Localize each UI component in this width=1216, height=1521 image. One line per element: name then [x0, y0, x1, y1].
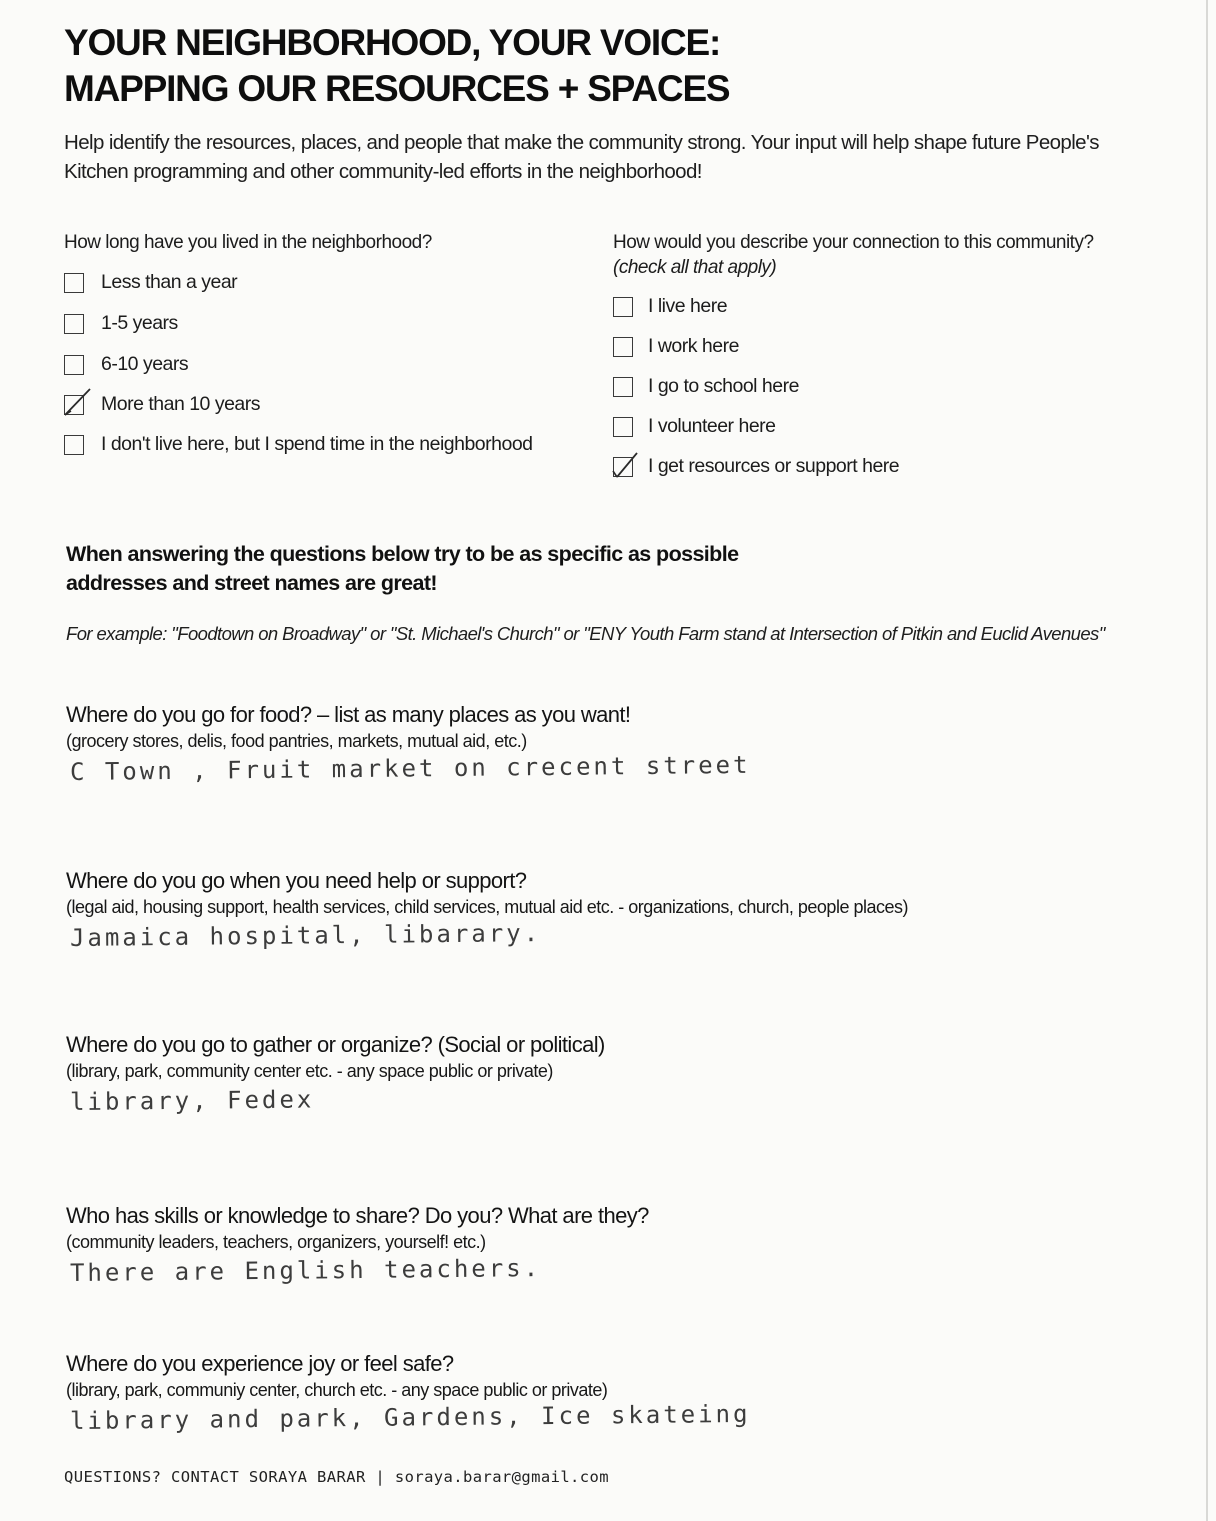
lived-question-label: How long have you lived in the neighborhood? — [64, 232, 432, 253]
question-food — [66, 701, 751, 787]
question-subtitle: (community leaders, teachers, organizers, yourself! etc.) — [66, 1232, 486, 1252]
connection-option-live[interactable] — [613, 295, 727, 318]
lived-question — [64, 230, 594, 470]
example-text: For example: "Foodtown on Broadway" or "St. Michael's Church" or "ENY Youth Farm stand at Intersection of Pitkin and Euclid Avenues" — [66, 623, 1105, 644]
option-label: I get resources or support here — [648, 455, 900, 477]
option-label: Less than a year — [101, 271, 238, 293]
check-mark-icon — [62, 387, 92, 417]
instructions-line-1: When answering the questions below try to be as specific as possible — [66, 542, 739, 566]
option-label: More than 10 years — [101, 393, 261, 415]
connection-option-work[interactable] — [613, 335, 739, 358]
checkbox-checked[interactable] — [64, 395, 84, 415]
lived-option-1-5-years[interactable] — [64, 312, 178, 335]
lived-option-6-10-years[interactable] — [64, 353, 188, 376]
answer-gather[interactable]: library, Fedex — [69, 1085, 315, 1116]
checkbox[interactable] — [64, 273, 84, 293]
answer-skills[interactable]: There are English teachers. — [69, 1254, 542, 1287]
question-title: Where do you go when you need help or support? — [66, 868, 527, 893]
page-title — [64, 20, 729, 112]
question-title: Where do you go to gather or organize? (Social or political) — [66, 1032, 605, 1057]
intro-text: Help identify the resources, places, and people that make the community strong. Your input will help shape future People's Kitchen programming and other community-led efforts in the neighborhood! — [64, 131, 1099, 183]
answer-food[interactable]: C Town , Fruit market on crecent street — [69, 750, 751, 786]
checkbox[interactable] — [64, 435, 84, 455]
checkbox[interactable] — [64, 355, 84, 375]
instructions-heading — [66, 540, 738, 598]
connection-option-volunteer[interactable] — [613, 415, 776, 438]
checkbox[interactable] — [613, 417, 633, 437]
title-line-1: YOUR NEIGHBORHOOD, YOUR VOICE: — [64, 22, 721, 63]
checkbox[interactable] — [64, 314, 84, 334]
page-edge — [1206, 0, 1208, 1521]
question-title: Who has skills or knowledge to share? Do you? What are they? — [66, 1203, 649, 1228]
option-label: 6-10 years — [101, 353, 189, 375]
connection-question — [613, 230, 1133, 485]
option-label: 1-5 years — [101, 312, 178, 334]
connection-label-hint: (check all that apply) — [613, 257, 777, 278]
option-label: I work here — [648, 335, 739, 357]
title-line-2: MAPPING OUR RESOURCES + SPACES — [64, 68, 730, 109]
question-title: Where do you experience joy or feel safe? — [66, 1351, 454, 1376]
option-label: I live here — [648, 295, 728, 317]
answer-help[interactable]: Jamaica hospital, libarary. — [69, 919, 542, 952]
contact-footer: QUESTIONS? CONTACT SORAYA BARAR | soraya.barar@gmail.com — [64, 1468, 609, 1486]
connection-option-school[interactable] — [613, 375, 799, 398]
connection-question-label — [613, 230, 1133, 280]
question-subtitle: (grocery stores, delis, food pantries, markets, mutual aid, etc.) — [66, 731, 527, 751]
question-joy — [66, 1350, 751, 1436]
option-label: I go to school here — [648, 375, 799, 397]
question-subtitle: (legal aid, housing support, health services, child services, mutual aid etc. - organizations, church, people places) — [66, 897, 908, 917]
question-help — [66, 867, 908, 953]
question-subtitle: (library, park, communiy center, church etc. - any space public or private) — [66, 1380, 608, 1400]
connection-label-text: How would you describe your connection to this community? — [613, 232, 1094, 253]
lived-option-less-than-year[interactable] — [64, 271, 237, 294]
instructions-line-2: addresses and street names are great! — [66, 571, 437, 595]
connection-option-resources[interactable] — [613, 455, 899, 478]
lived-option-dont-live-here[interactable] — [64, 433, 533, 456]
question-subtitle: (library, park, community center etc. - any space public or private) — [66, 1061, 553, 1081]
check-mark-icon — [611, 449, 641, 479]
option-label: I volunteer here — [648, 415, 776, 437]
answer-joy[interactable]: library and park, Gardens, Ice skateing — [69, 1399, 751, 1435]
checkbox-checked[interactable] — [613, 457, 633, 477]
checkbox[interactable] — [613, 377, 633, 397]
question-title: Where do you go for food? – list as many places as you want! — [66, 702, 631, 727]
question-gather — [66, 1031, 605, 1117]
lived-option-more-than-10[interactable] — [64, 393, 260, 416]
question-skills — [66, 1202, 649, 1288]
checkbox[interactable] — [613, 337, 633, 357]
checkbox[interactable] — [613, 297, 633, 317]
option-label: I don't live here, but I spend time in the neighborhood — [101, 433, 533, 455]
